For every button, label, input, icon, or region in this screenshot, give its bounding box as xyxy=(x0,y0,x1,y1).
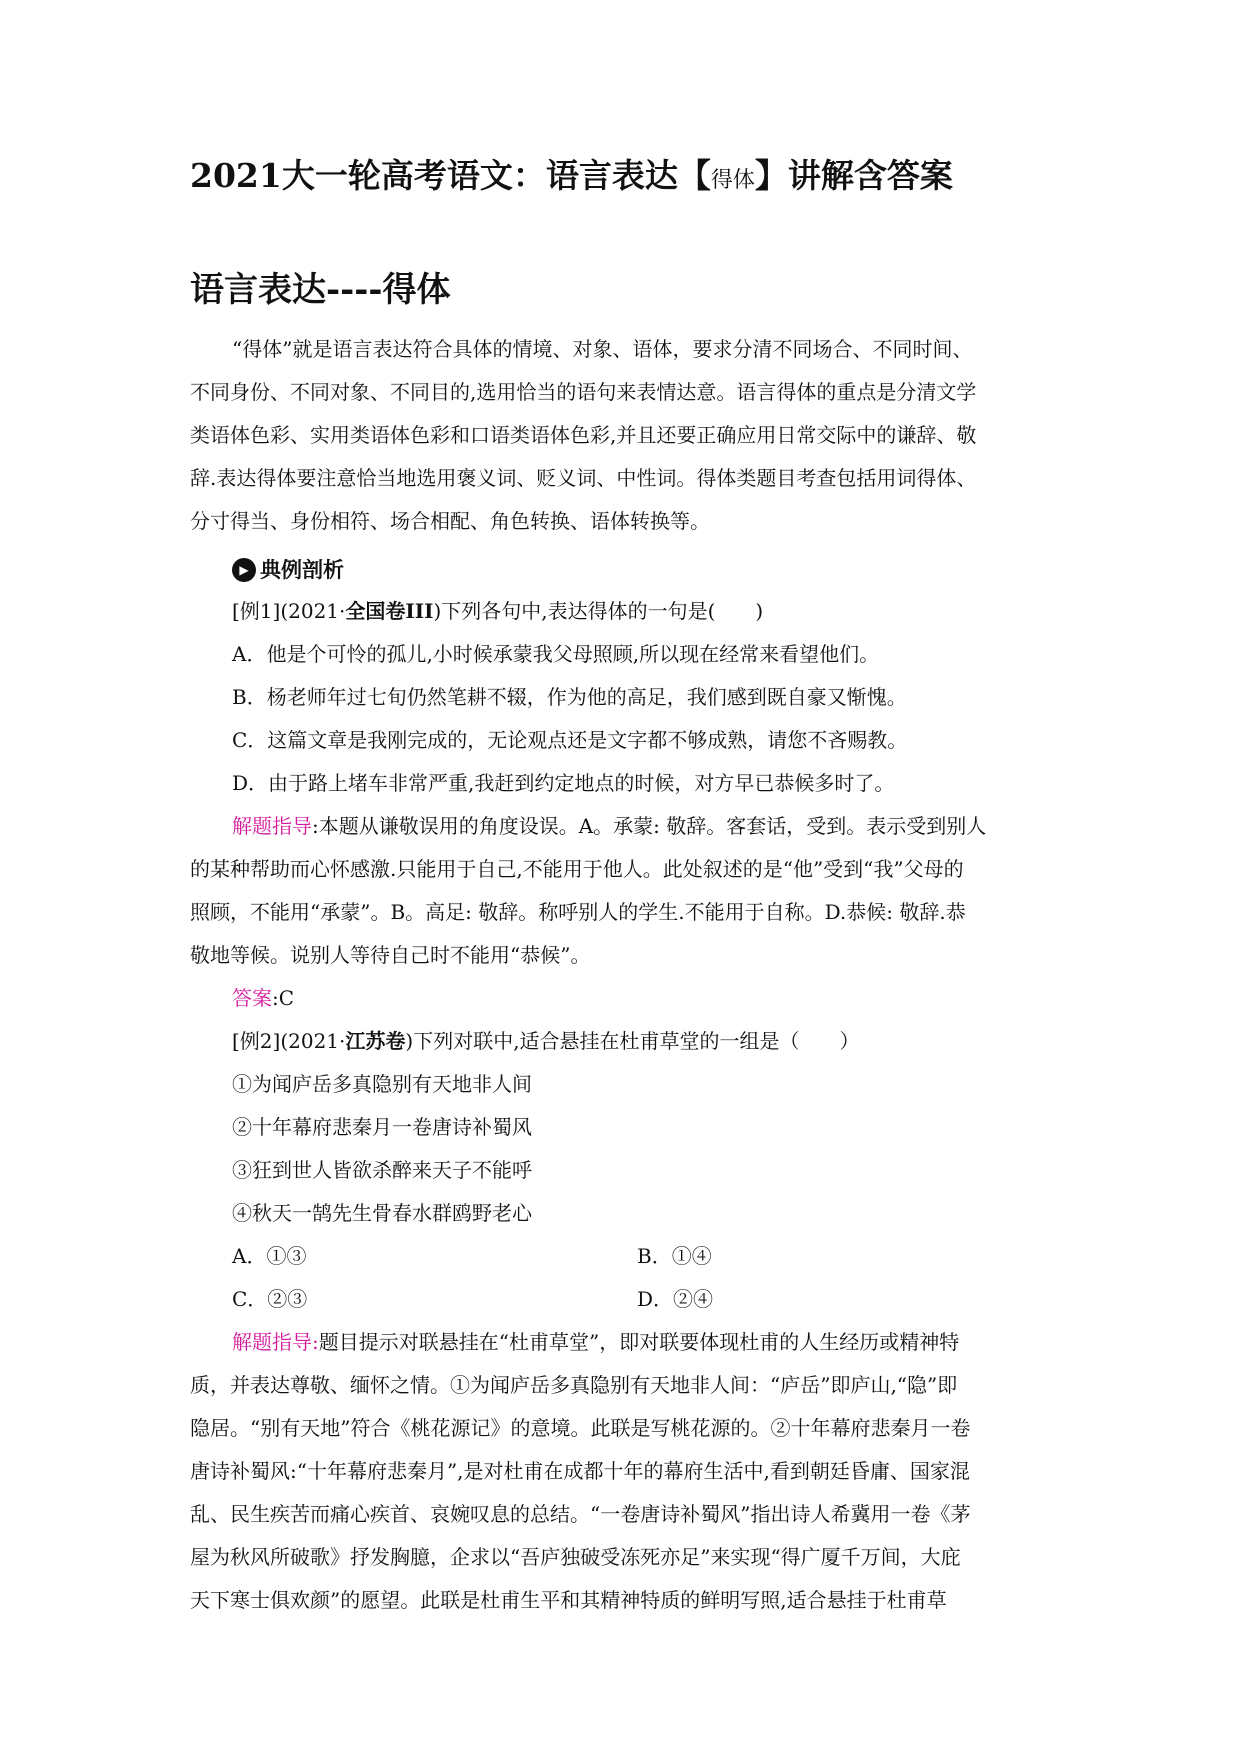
intro-line-3: 类语体色彩、实用类语体色彩和口语类语体色彩,并且还要正确应用日常交际中的谦辞、敬 xyxy=(190,423,977,447)
example1-option-b: B．杨老师年过七旬仍然笔耕不辍，作为他的高足，我们感到既自豪又惭愧。 xyxy=(232,685,907,709)
couplet-4: ④秋天一鹄先生骨春水群鸥野老心 xyxy=(232,1201,532,1225)
example1-guide-line-4: 敬地等候。说别人等待自己时不能用“恭候”。 xyxy=(190,943,591,967)
example1-guide-line-3: 照顾，不能用“承蒙”。B。高足: 敬辞。称呼别人的学生.不能用于自称。D.恭候: 敬辞.恭 xyxy=(190,900,966,924)
example-analysis-label: 典例剖析 xyxy=(260,557,344,582)
example1-guide-line-2: 的某种帮助而心怀感激.只能用于自己,不能用于他人。此处叙述的是“他”受到“我”父母的 xyxy=(190,857,964,881)
example1-question xyxy=(232,590,763,633)
example2-option-c: C．②③ xyxy=(232,1287,308,1311)
example1-guide-line-1 xyxy=(232,805,986,848)
example2-guide-line-5: 乱、民生疾苦而痛心疾首、哀婉叹息的总结。“一卷唐诗补蜀风”指出诗人希冀用一卷《茅 xyxy=(190,1502,971,1526)
example2-source: 江苏卷 xyxy=(345,1029,406,1053)
play-icon: ▶ xyxy=(232,558,256,582)
example2-label: [例2](2021· xyxy=(232,1029,346,1053)
answer-value: :C xyxy=(272,986,295,1010)
title-small: 得体 xyxy=(710,168,755,193)
example2-guide-line-1 xyxy=(232,1321,959,1364)
example1-source: 全国卷III xyxy=(345,599,434,623)
title-end: 】讲解含答案 xyxy=(754,156,953,195)
example2-guide-line-3: 隐居。“别有天地”符合《桃花源记》的意境。此联是写桃花源的。②十年幕府悲秦月一卷 xyxy=(190,1416,971,1440)
example1-option-c: C．这篇文章是我刚完成的，无论观点还是文字都不够成熟，请您不吝赐教。 xyxy=(232,728,908,752)
couplet-2: ②十年幕府悲秦月一卷唐诗补蜀风 xyxy=(232,1115,532,1139)
title-main: 2021大一轮高考语文：语言表达【 xyxy=(190,156,711,195)
example2-guide-line-4: 唐诗补蜀风:“十年幕府悲秦月”,是对杜甫在成都十年的幕府生活中,看到朝廷昏庸、国家混 xyxy=(190,1459,970,1483)
example2-option-b: B．①④ xyxy=(637,1244,712,1268)
example1-option-a: A．他是个可怜的孤儿,小时候承蒙我父母照顾,所以现在经常来看望他们。 xyxy=(232,642,880,666)
guide-text: :本题从谦敬误用的角度设误。A。承蒙: 敬辞。客套话，受到。表示受到别人 xyxy=(312,814,987,838)
intro-line-1: “得体”就是语言表达符合具体的情境、对象、语体，要求分清不同场合、不同时间、 xyxy=(232,337,973,361)
example2-guide-line-2: 质，并表达尊敬、缅怀之情。①为闻庐岳多真隐别有天地非人间：“庐岳”即庐山,“隐”即 xyxy=(190,1373,958,1397)
example2-guide-label: 解题指导: xyxy=(232,1330,319,1354)
intro-line-4: 辞.表达得体要注意恰当地选用褒义词、贬义词、中性词。得体类题目考查包括用词得体、 xyxy=(190,466,977,490)
example2-option-a: A．①③ xyxy=(232,1244,307,1268)
example2-guide-line-7: 天下寒士俱欢颜”的愿望。此联是杜甫生平和其精神特质的鲜明写照,适合悬挂于杜甫草 xyxy=(190,1588,947,1612)
example1-label: [例1](2021· xyxy=(232,599,346,623)
answer-label: 答案 xyxy=(232,986,272,1010)
document-title xyxy=(190,152,1090,205)
couplet-1: ①为闻庐岳多真隐别有天地非人间 xyxy=(232,1072,532,1096)
example2-question xyxy=(232,1020,860,1063)
example1-question-text: )下列各句中,表达得体的一句是( ) xyxy=(433,599,764,623)
example2-option-d: D．②④ xyxy=(637,1287,714,1311)
intro-line-5: 分寸得当、身份相符、场合相配、角色转换、语体转换等。 xyxy=(190,509,710,533)
example-analysis-header xyxy=(232,552,344,588)
example1-guide-label: 解题指导 xyxy=(232,814,312,838)
couplet-3: ③狂到世人皆欲杀醉来天子不能呼 xyxy=(232,1158,532,1182)
intro-line-2: 不同身份、不同对象、不同目的,选用恰当的语句来表情达意。语言得体的重点是分清文学 xyxy=(190,380,977,404)
guide-text: 题目提示对联悬挂在“杜甫草堂”，即对联要体现杜甫的人生经历或精神特 xyxy=(318,1330,960,1354)
example1-option-d: D．由于路上堵车非常严重,我赶到约定地点的时候，对方早已恭候多时了。 xyxy=(232,771,895,795)
example2-question-text: )下列对联中,适合悬挂在杜甫草堂的一组是（ ） xyxy=(405,1029,860,1053)
section-heading: 语言表达----得体 xyxy=(190,270,451,310)
example2-guide-line-6: 屋为秋风所破歌》抒发胸臆，企求以“吾庐独破受冻死亦足”来实现“得广厦千万间，大庇 xyxy=(190,1545,961,1569)
example1-answer xyxy=(232,977,294,1020)
